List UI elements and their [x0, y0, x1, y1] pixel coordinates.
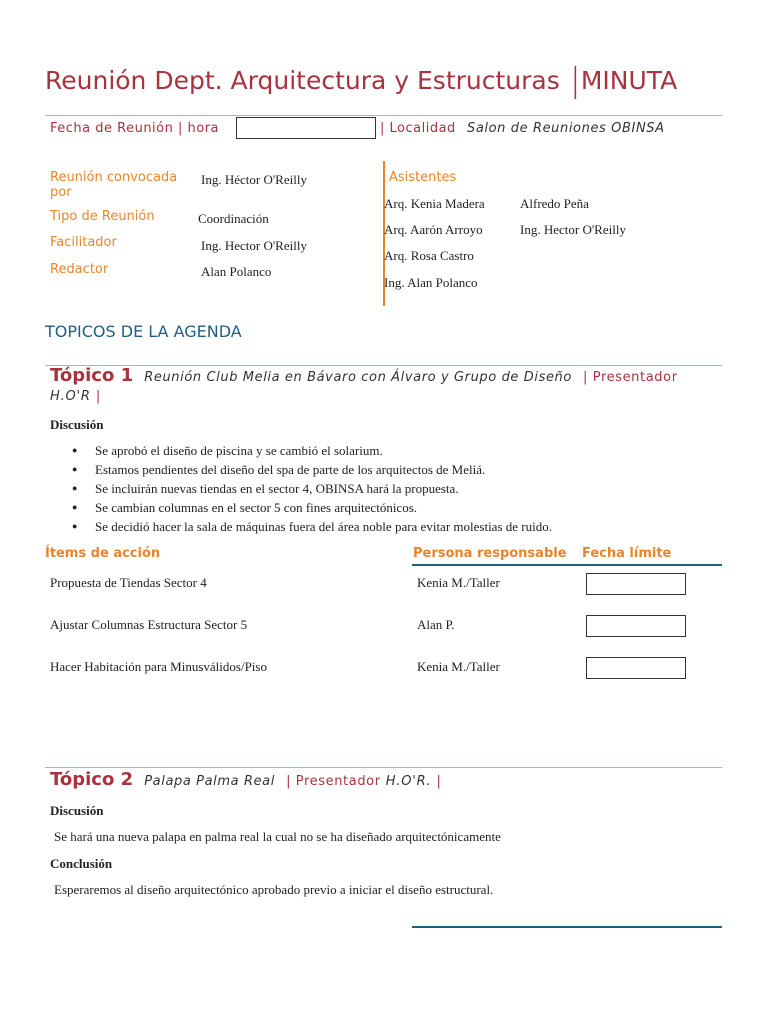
actions-person-header: Persona responsable [413, 546, 567, 561]
topic1-label: Tópico 1 [50, 365, 134, 386]
topic2-presenter-end: | [436, 774, 441, 789]
list-item: ● Se aprobó el diseño de piscina y se cambió el solarium. [50, 441, 730, 460]
meeting-type-value: Coordinación [198, 211, 269, 226]
meeting-type-label: Tipo de Reunión [50, 209, 155, 224]
page-title [45, 58, 677, 97]
topic2-discussion-label: Discusión [50, 803, 104, 818]
actions-item-header: Ítems de acción [45, 546, 161, 561]
attendee: Arq. Aarón Arroyo [384, 222, 483, 237]
title-divider [45, 115, 722, 116]
location-label: | Localidad [380, 121, 456, 136]
deadline-input[interactable] [586, 657, 686, 679]
action-person: Kenia M./Taller [417, 575, 500, 590]
topic2-header [50, 769, 441, 790]
writer-value: Alan Polanco [201, 264, 272, 279]
list-item: ● Estamos pendientes del diseño del spa de parte de los arquitectos de Meliá. [50, 460, 730, 479]
title-main: Reunión Dept. Arquitectura y Estructuras [45, 66, 560, 95]
topic2-conclusion-label: Conclusión [50, 856, 113, 871]
topic1-presenter-label: | Presentador [583, 370, 678, 385]
actions-header-divider [412, 564, 722, 566]
location-value: Salon de Reuniones OBINSA [467, 121, 665, 136]
facilitator-label: Facilitador [50, 235, 117, 250]
topic2-divider [45, 767, 722, 768]
action-person: Alan P. [417, 617, 455, 632]
convened-label: Reunión convocada por [50, 170, 178, 200]
deadline-input[interactable] [586, 573, 686, 595]
writer-label: Redactor [50, 262, 109, 277]
action-item: Propuesta de Tiendas Sector 4 [50, 575, 207, 590]
action-item: Ajustar Columnas Estructura Sector 5 [50, 617, 248, 632]
actions-deadline-header: Fecha límite [582, 546, 672, 561]
topic1-bullets [50, 441, 730, 536]
facilitator-value: Ing. Hector O'Reilly [201, 238, 307, 253]
topic1-subject: Reunión Club Melia en Bávaro con Álvaro y Grupo de Diseño [144, 370, 572, 385]
topic1-presenter-value: H.O'R [50, 389, 91, 404]
date-label: Fecha de Reunión | hora [50, 121, 220, 136]
attendees-label: Asistentes [389, 170, 457, 185]
topic2-label: Tópico 2 [50, 769, 134, 790]
topic1-presenter-end: | [95, 389, 101, 404]
list-item: ● Se decidió hacer la sala de máquinas fuera del área noble para evitar molestias de ruido. [50, 517, 730, 536]
topic1-discussion-label: Discusión [50, 417, 104, 432]
attendee: Ing. Hector O'Reilly [520, 222, 626, 237]
topic1-header [50, 367, 722, 405]
list-item: ● Se incluirán nuevas tiendas en el sector 4, OBINSA hará la propuesta. [50, 479, 730, 498]
attendee: Arq. Rosa Castro [384, 248, 474, 263]
action-person: Kenia M./Taller [417, 659, 500, 674]
date-time-input[interactable] [236, 117, 376, 139]
topic1-divider [45, 365, 722, 366]
attendee: Alfredo Peña [520, 196, 589, 211]
title-tag: MINUTA [580, 66, 678, 95]
footer-divider [412, 926, 722, 928]
convened-value: Ing. Héctor O'Reilly [201, 172, 307, 187]
topic2-discussion-text: Se hará una nueva palapa en palma real la cual no se ha diseñado arquitectónicamente [54, 829, 501, 844]
deadline-input[interactable] [586, 615, 686, 637]
topic2-subject: Palapa Palma Real [144, 774, 275, 789]
topic2-presenter-value: H.O'R. [385, 774, 432, 789]
list-item: ● Se cambian columnas en el sector 5 con fines arquitectónicos. [50, 498, 730, 517]
action-item: Hacer Habitación para Minusválidos/Piso [50, 659, 267, 674]
attendee: Ing. Alan Polanco [384, 275, 478, 290]
attendee: Arq. Kenia Madera [384, 196, 485, 211]
topic2-presenter-label: | Presentador [286, 774, 381, 789]
topic2-conclusion-text: Esperaremos al diseño arquitectónico aprobado previo a iniciar el diseño estructural. [54, 882, 494, 897]
title-separator: | [569, 60, 581, 99]
agenda-heading: TOPICOS DE LA AGENDA [45, 322, 242, 341]
